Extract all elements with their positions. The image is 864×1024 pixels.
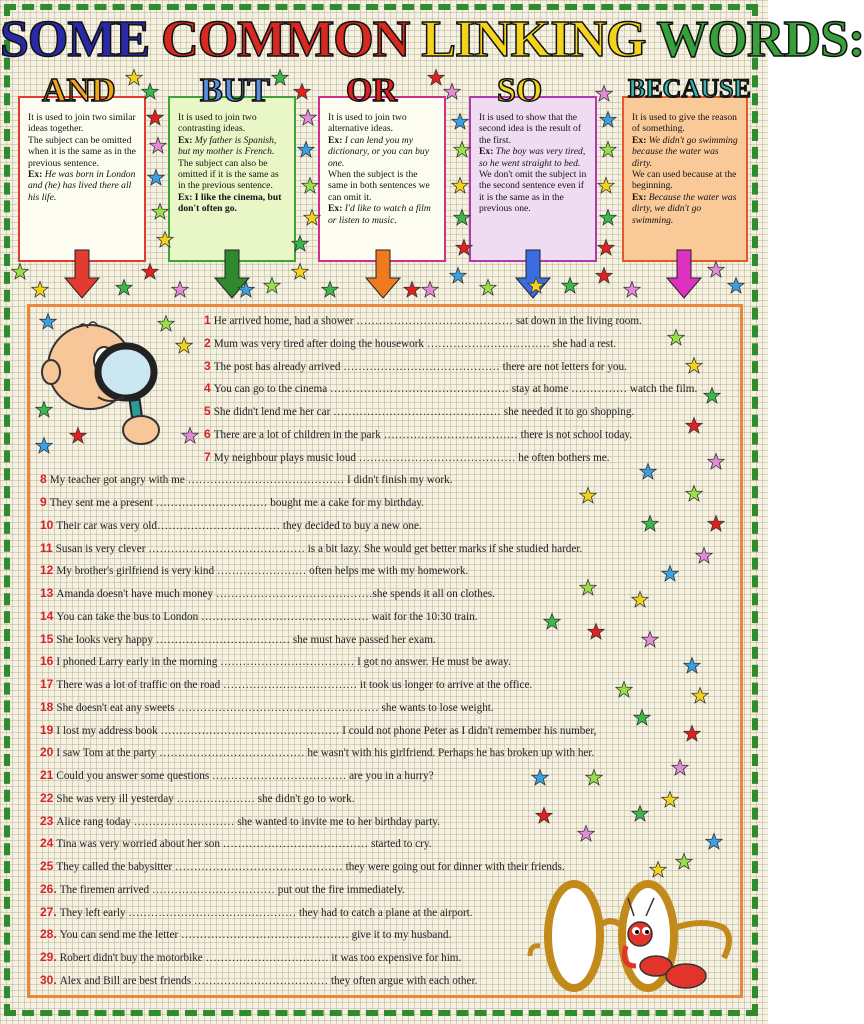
exercise-sentence: Could you answer some questions ……………………………… are you in a hurry?	[56, 770, 434, 782]
exercise-row	[40, 563, 468, 578]
exercise-sentence: You can go to the cinema ………………………………………… stay at home …………… watch the film.	[213, 383, 698, 396]
down-arrow-icon	[65, 250, 99, 298]
exercise-number: 17	[40, 677, 54, 691]
exercise-sentence: I lost my address book ………………………………………… I could not phone Peter as I didn't remember his number,	[56, 724, 597, 737]
exercise-number: 30.	[40, 972, 57, 987]
exercise-row	[40, 518, 422, 533]
exercise-row	[40, 905, 473, 920]
exercise-row	[40, 950, 461, 965]
card-line: Ex: We didn't go swimming because the water was dirty.	[632, 134, 738, 169]
exercise-row	[40, 654, 511, 669]
exercise-number: 3	[204, 358, 211, 373]
exercise-sentence: Amanda doesn't have much money ……………………………………she spends it all on clothes.	[56, 588, 495, 600]
exercise-sentence: There are a lot of children in the park ……………………………… there is not school today.	[213, 428, 633, 441]
title-word-3: WORDS:	[645, 11, 864, 68]
exercise-number: 19	[40, 722, 54, 737]
exercise-sentence: They called the babysitter ……………………………………… they were going out for dinner with their friends.	[56, 861, 565, 873]
exercise-row	[40, 700, 494, 715]
exercise-row	[40, 677, 532, 692]
exercise-number: 11	[40, 540, 53, 555]
exercise-row	[40, 973, 477, 988]
exercise-sentence: Alice rang today ……………………… she wanted to invite me to her birthday party.	[56, 815, 440, 828]
heading-or: OR	[346, 72, 397, 109]
exercise-number: 29.	[40, 950, 57, 964]
exercise-number: 16	[40, 654, 54, 669]
exercise-row	[40, 768, 434, 783]
exercise-number: 26.	[40, 881, 57, 896]
exercise-sentence: He arrived home, had a shower …………………………………… sat down in the living room.	[213, 315, 642, 327]
exercise-sentence: There was a lot of traffic on the road ……………………………… it took us longer to arrive at the office.	[56, 679, 533, 691]
exercise-sentence: She doesn't eat any sweets ……………………………………………… she wants to lose weight.	[56, 701, 494, 714]
card-line: Ex: My father is Spanish, but my mother is French. The subject can also be omitted if it is the same as in the previous sentence.	[178, 134, 279, 192]
arrows-layer	[0, 0, 768, 310]
card-line: It is used to join two similar ideas together.	[28, 112, 136, 135]
exercise-number: 1	[204, 313, 211, 327]
exercise-number: 27.	[40, 904, 57, 919]
exercise-row	[204, 427, 632, 442]
exercise-sentence: They sent me a present ………………………… bought me a cake for my birthday.	[49, 497, 424, 509]
exercise-sentence: Mum was very tired after doing the housework …………………………… she had a rest.	[213, 337, 617, 350]
exercise-sentence: Alex and Bill are best friends ……………………………… they often argue with each other.	[59, 974, 478, 987]
exercise-number: 8	[40, 472, 47, 487]
exercise-row	[40, 609, 478, 624]
exercise-number: 5	[204, 404, 211, 418]
down-arrow-icon	[667, 250, 701, 298]
exercise-row	[40, 882, 405, 897]
exercise-sentence: She looks very happy ……………………………… she must have passed her exam.	[56, 633, 436, 646]
exercise-row	[40, 472, 453, 487]
exercise-row	[204, 404, 634, 419]
exercise-row	[40, 541, 582, 556]
heading-and: AND	[42, 72, 116, 109]
exercise-number: 6	[204, 426, 211, 441]
exercise-sentence: The post has already arrived …………………………………… there are not letters for you.	[213, 360, 627, 373]
exercise-sentence: You can send me the letter ……………………………………… give it to my husband.	[59, 929, 452, 942]
exercise-sentence: Tina was very worried about her son ………………………………… started to cry.	[56, 838, 432, 851]
exercise-sentence: Susan is very clever …………………………………… is a bit lazy. She would get better marks if she studied harder.	[55, 542, 583, 555]
card-line: Ex: The boy was very tired, so he went straight to bed.	[479, 146, 586, 169]
exercise-number: 25	[40, 859, 54, 873]
title-word-2: LINKING	[409, 11, 646, 68]
magnifying-glass-boy-icon	[38, 312, 198, 472]
exercise-sentence: The firemen arrived …………………………… put out the fire immediately.	[59, 883, 405, 896]
exercise-row	[40, 723, 596, 738]
exercise-sentence: Their car was very old…………………………… they decided to buy a new one.	[56, 519, 422, 532]
exercise-sentence: I saw Tom at the party ………………………………… he wasn't with his girlfriend. Perhaps he has broken up with her.	[56, 747, 595, 760]
exercise-number: 7	[204, 449, 211, 464]
exercise-sentence: She was very ill yesterday ………………… she didn't go to work.	[56, 792, 355, 805]
exercise-row	[40, 791, 355, 806]
card-line: We can used because at the beginning.	[632, 169, 737, 192]
card-line: The subject can be omitted when it is the same as in the previous sentence.	[28, 134, 136, 169]
exercise-number: 23	[40, 813, 54, 828]
exercise-number: 28.	[40, 927, 57, 942]
exercise-number: 13	[40, 586, 54, 600]
exercise-row	[40, 632, 436, 647]
card-line: Ex: I can lend you my dictionary, or you can buy one.	[328, 134, 429, 169]
exercise-row	[40, 586, 495, 601]
exercise-sentence: You can take the bus to London ……………………………………… wait for the 10:30 train.	[56, 610, 478, 623]
exercise-row	[204, 336, 616, 351]
exercise-number: 22	[40, 790, 54, 805]
card-line: It is used to join two alternative ideas.	[328, 112, 407, 135]
exercise-number: 15	[40, 631, 54, 646]
heading-but: BUT	[200, 72, 270, 109]
card-line: We don't omit the subject in the second sentence even if it is the same as in the previous one.	[479, 169, 587, 215]
ant-with-glasses-icon	[536, 876, 736, 1006]
card-line: It is used to show that the second idea is the result of the first.	[479, 112, 582, 146]
card-line: It is used to give the reason of something.	[632, 112, 737, 135]
down-arrow-icon	[215, 250, 249, 298]
exercise-number: 14	[40, 608, 54, 623]
card-line: It is used to join two contrasting ideas.	[178, 112, 257, 135]
exercise-row	[40, 814, 440, 829]
exercise-number: 10	[40, 517, 54, 532]
exercise-sentence: My brother's girlfriend is very kind …………………… often helps me with my homework.	[56, 565, 469, 578]
card-line: Ex: I'd like to watch a film or listen to music.	[328, 203, 431, 226]
exercise-row	[40, 495, 424, 510]
exercise-sentence: My teacher got angry with me …………………………………… I didn't finish my work.	[49, 474, 453, 487]
exercise-row	[40, 927, 451, 942]
exercise-sentence: Robert didn't buy the motorbike …………………………… it was too expensive for him.	[59, 952, 462, 964]
card-line: Ex: I like the cinema, but don't often go.	[178, 191, 282, 215]
exercise-number: 12	[40, 563, 54, 578]
exercise-number: 4	[204, 381, 211, 396]
heading-because: BECAUSE	[628, 74, 751, 103]
exercise-number: 20	[40, 745, 54, 760]
exercise-row	[40, 859, 565, 874]
exercise-row	[204, 450, 610, 465]
exercise-row	[204, 313, 642, 328]
down-arrow-icon	[516, 250, 550, 298]
exercise-row	[204, 359, 627, 374]
exercise-number: 18	[40, 699, 54, 714]
exercise-sentence: I phoned Larry early in the morning ……………………………… I got no answer. He must be away.	[56, 656, 511, 669]
exercise-row	[40, 836, 432, 851]
exercise-sentence: My neighbour plays music loud …………………………………… he often bothers me.	[213, 451, 610, 464]
down-arrow-icon	[366, 250, 400, 298]
title-word-1: COMMON	[149, 11, 410, 68]
card-line: Ex: Because the water was dirty, we didn't go swimming.	[632, 191, 737, 226]
exercise-number: 24	[40, 836, 54, 851]
title-word-0: SOME	[0, 11, 150, 68]
exercise-number: 9	[40, 495, 47, 509]
exercise-row	[204, 381, 697, 396]
exercise-number: 2	[204, 335, 211, 350]
heading-so: SO	[497, 72, 543, 109]
exercise-number: 21	[40, 768, 54, 782]
exercise-sentence: She didn't lend me her car ……………………………………… she needed it to go shopping.	[213, 406, 635, 418]
exercise-row	[40, 745, 594, 760]
exercise-sentence: They left early ……………………………………… they had to catch a plane at the airport.	[59, 906, 473, 919]
card-line: Ex: He was born in London and (he) has lived there all his life.	[28, 169, 136, 203]
card-line: When the subject is the same in both sentences we can omit it.	[328, 169, 430, 203]
